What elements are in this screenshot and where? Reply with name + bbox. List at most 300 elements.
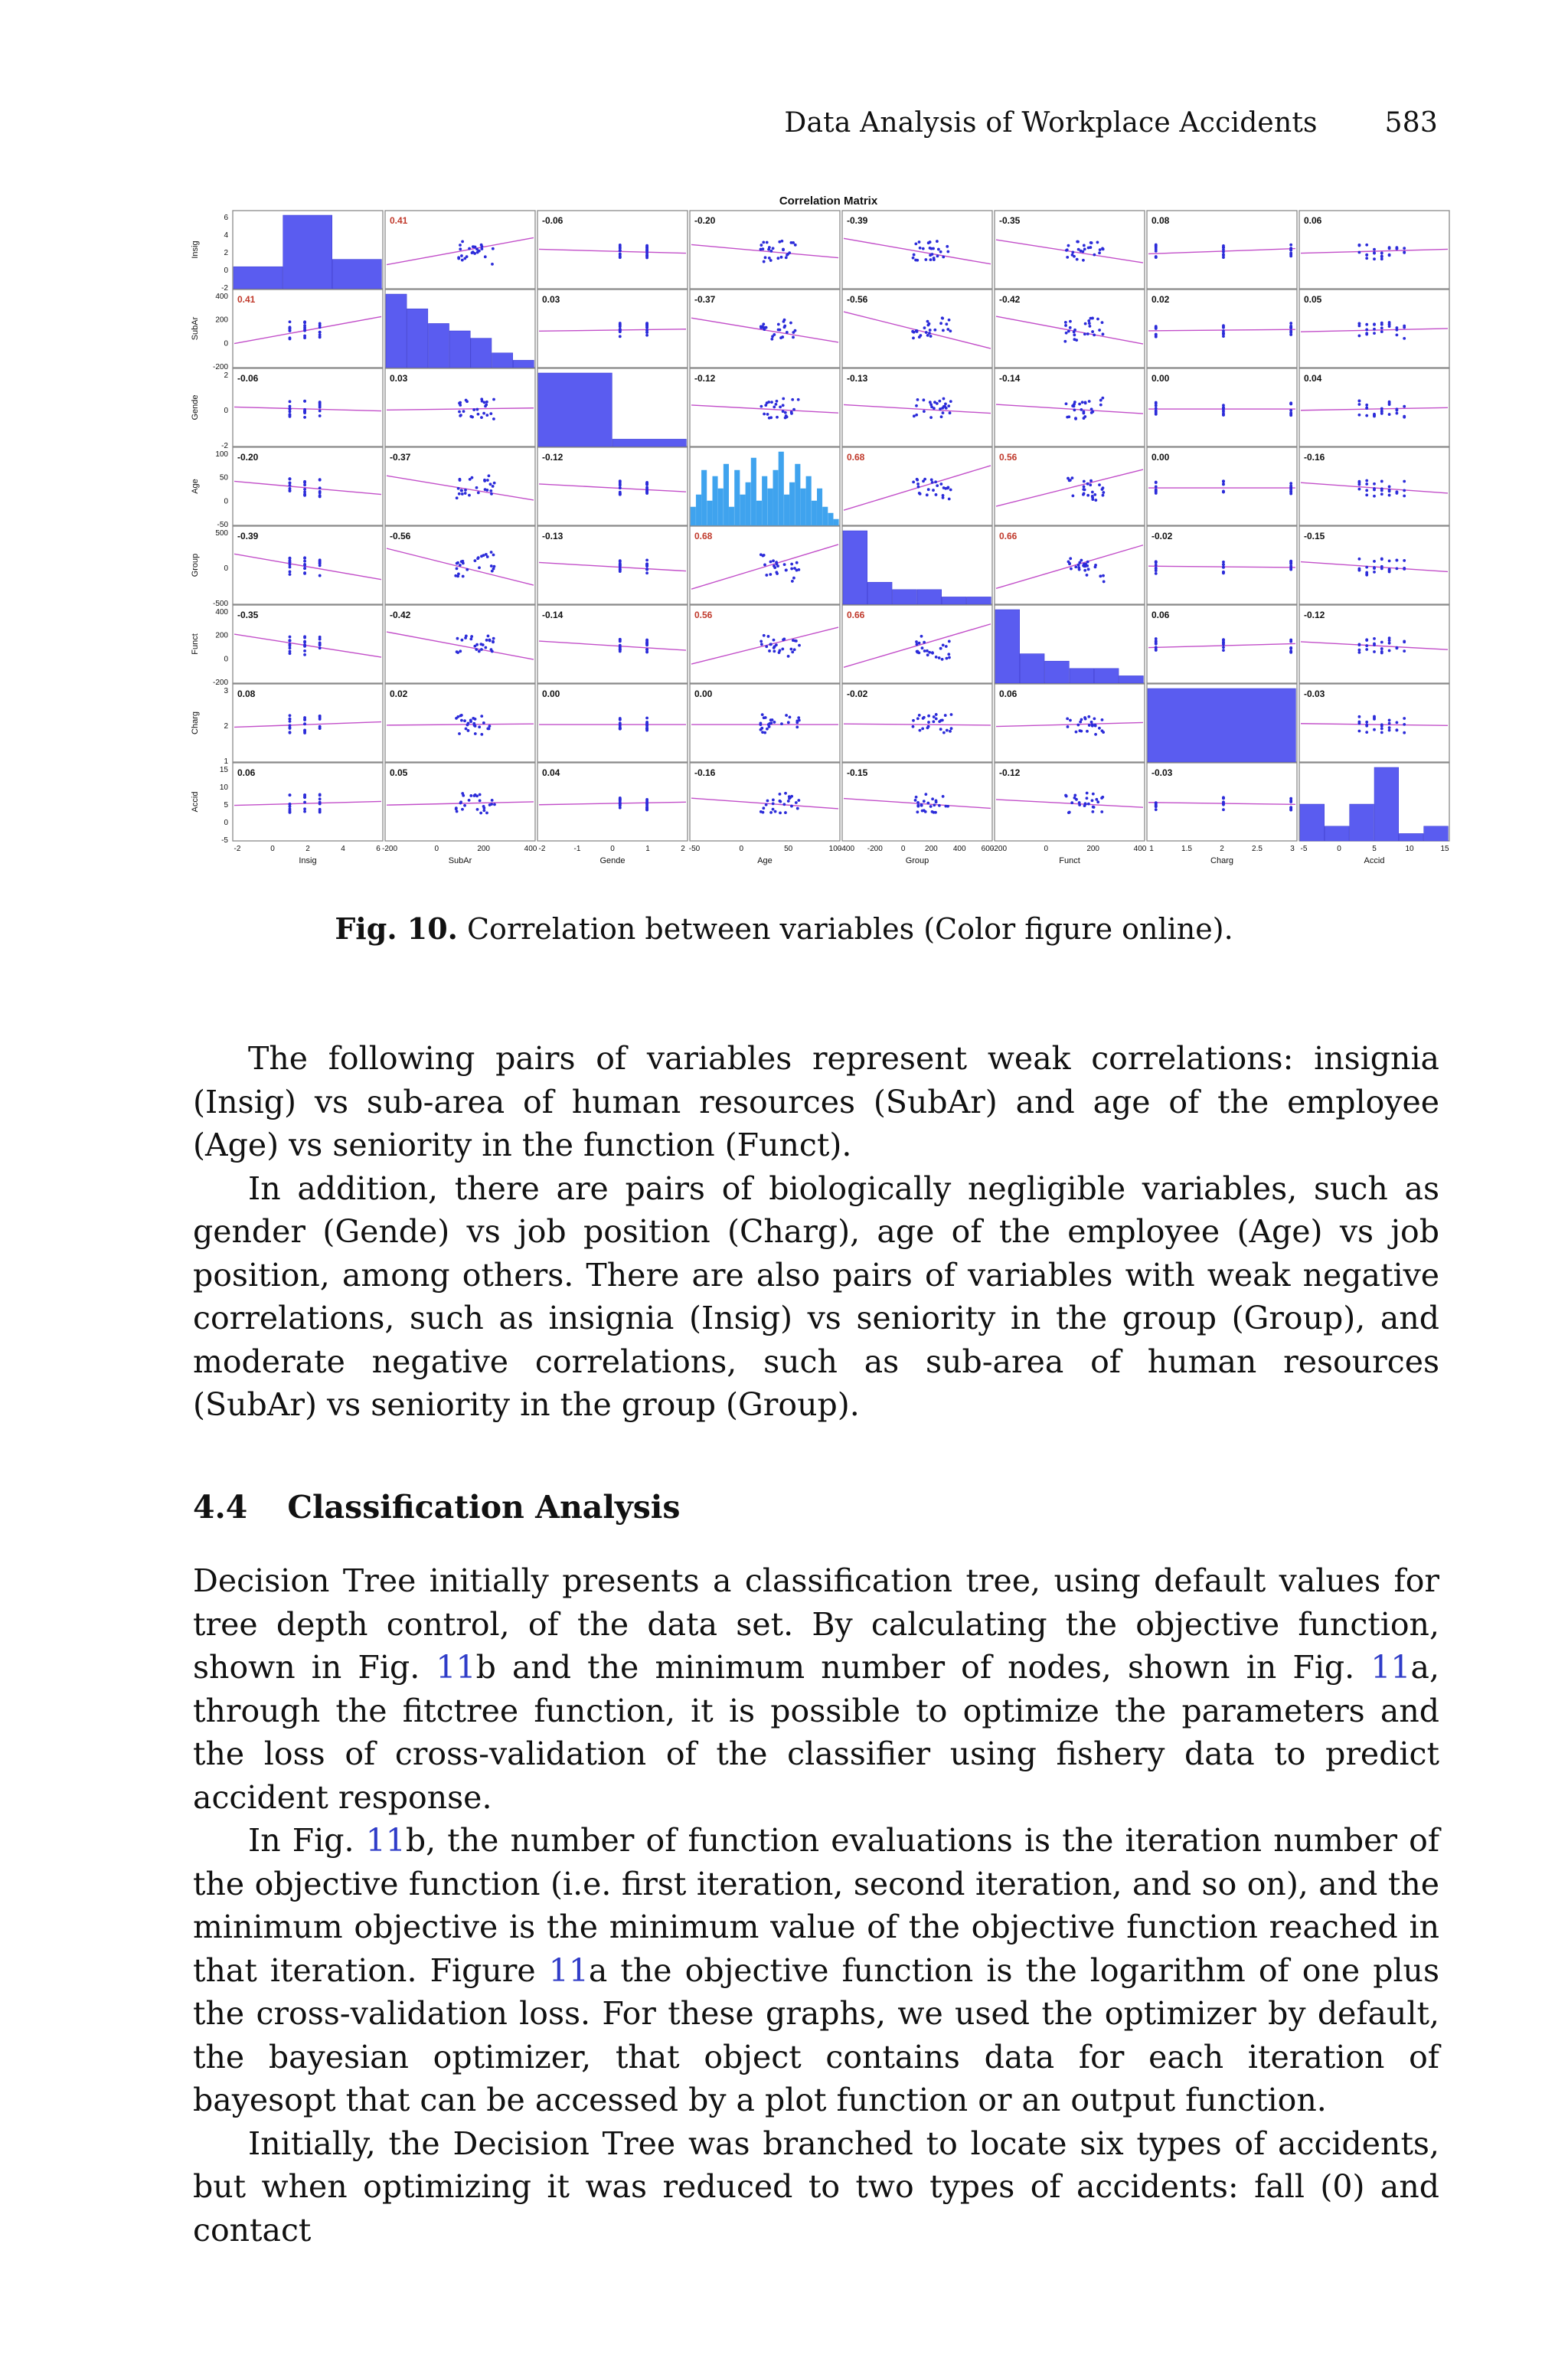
scatter-point (1358, 730, 1361, 733)
correlation-label: -0.14 (999, 373, 1021, 384)
histogram-bar (768, 489, 773, 525)
scatter-point (619, 335, 622, 338)
matrix-cell (995, 447, 1145, 525)
scatter-point (461, 240, 464, 243)
y-tick-label: -5 (221, 836, 228, 845)
scatter-point (1091, 330, 1094, 333)
scatter-point (468, 247, 471, 250)
scatter-point (473, 794, 476, 797)
scatter-point (778, 651, 781, 654)
scatter-point (1365, 566, 1368, 569)
scatter-point (1155, 572, 1158, 575)
scatter-point (1101, 397, 1104, 400)
x-tick-label: 0 (1337, 845, 1341, 853)
scatter-point (1380, 558, 1383, 561)
scatter-point (1155, 256, 1158, 259)
scatter-point (619, 486, 622, 489)
page-number: 583 (1384, 107, 1438, 139)
scatter-point (645, 331, 648, 334)
scatter-point (1388, 571, 1391, 574)
scatter-point (1063, 340, 1067, 343)
scatter-point (789, 796, 792, 799)
correlation-label: 0.04 (542, 767, 560, 778)
scatter-point (942, 411, 945, 414)
scatter-point (619, 796, 622, 800)
scatter-point (793, 567, 796, 570)
histogram-bar (612, 439, 686, 446)
scatter-point (303, 807, 306, 810)
scatter-point (785, 256, 788, 259)
scatter-point (776, 400, 779, 403)
y-axis-label: Gende (191, 394, 200, 420)
scatter-point (948, 498, 951, 501)
scatter-point (1083, 492, 1086, 496)
scatter-point (915, 796, 918, 799)
scatter-point (645, 564, 648, 568)
scatter-point (460, 254, 463, 257)
scatter-point (645, 804, 648, 807)
scatter-point (942, 643, 945, 646)
y-tick-label: 0 (224, 497, 228, 506)
histogram-bar (995, 610, 1020, 683)
scatter-point (1096, 318, 1099, 321)
correlation-label: 0.66 (999, 531, 1018, 541)
scatter-point (923, 649, 926, 653)
scatter-point (488, 725, 491, 728)
scatter-point (1073, 329, 1076, 332)
correlation-label: 0.03 (390, 373, 408, 384)
scatter-point (478, 725, 481, 728)
scatter-point (482, 412, 485, 415)
scatter-point (303, 564, 306, 567)
scatter-point (471, 476, 474, 479)
scatter-point (915, 404, 918, 407)
scatter-point (1289, 249, 1292, 252)
scatter-point (470, 635, 473, 638)
scatter-point (1155, 326, 1158, 329)
y-tick-label: 50 (219, 473, 228, 482)
scatter-point (1087, 803, 1090, 806)
scatter-point (1083, 244, 1086, 247)
scatter-point (1380, 731, 1383, 734)
scatter-point (761, 713, 764, 716)
scatter-point (782, 397, 785, 401)
scatter-point (795, 719, 799, 722)
scatter-point (1155, 568, 1158, 571)
histogram-bar (407, 309, 428, 368)
scatter-point (289, 652, 292, 655)
scatter-point (303, 728, 306, 731)
scatter-point (619, 244, 622, 247)
scatter-point (645, 568, 648, 571)
correlation-label: 0.00 (1152, 452, 1170, 463)
scatter-point (456, 651, 459, 654)
scatter-point (935, 656, 938, 659)
scatter-point (942, 496, 945, 499)
correlation-label: -0.12 (542, 452, 564, 463)
correlation-label: 0.66 (847, 610, 865, 620)
scatter-point (1358, 244, 1361, 247)
scatter-point (791, 398, 794, 401)
x-axis-label: Gende (599, 856, 626, 865)
scatter-point (1222, 639, 1225, 642)
histogram-bar (817, 489, 822, 525)
histogram-bar (795, 464, 801, 525)
scatter-point (926, 726, 929, 729)
scatter-point (459, 404, 462, 407)
figure-ref-link[interactable]: 11 (436, 1649, 476, 1686)
paragraph-negligible-variables: In addition, there are pairs of biologically negligible variables, such as gender (Gende) vs job position (Charg), age of the employee (Age) vs job position, among others. There are also pairs of variables with weak negative correlations, such as insignia (Insig) vs seniority in the group (Group), and moderate negative correlations, such as sub-area of human resources (SubAr) vs seniority in the group (Group). (193, 1169, 1439, 1423)
scatter-point (492, 247, 495, 250)
figure-ref-link[interactable]: 11 (1370, 1649, 1411, 1686)
scatter-point (775, 571, 778, 574)
scatter-point (1373, 650, 1376, 653)
scatter-point (473, 724, 476, 727)
scatter-point (289, 727, 292, 730)
scatter-point (480, 397, 483, 401)
scatter-point (289, 720, 292, 723)
figure-ref-link[interactable]: 11 (548, 1951, 589, 1989)
scatter-point (318, 331, 322, 334)
scatter-point (1094, 565, 1097, 568)
histogram-bar (1020, 654, 1044, 683)
scatter-point (289, 644, 292, 647)
correlation-label: -0.12 (999, 767, 1021, 778)
scatter-point (789, 322, 792, 325)
scatter-point (318, 325, 322, 329)
scatter-point (289, 731, 292, 734)
scatter-point (795, 561, 799, 564)
scatter-point (1380, 641, 1383, 644)
scatter-point (465, 634, 468, 637)
scatter-point (645, 729, 648, 732)
scatter-point (919, 247, 922, 250)
scatter-point (1403, 649, 1406, 653)
scatter-point (766, 800, 769, 803)
scatter-point (1086, 332, 1089, 335)
scatter-point (1380, 255, 1383, 258)
histogram-bar (1374, 767, 1399, 841)
histogram-bar (449, 331, 470, 368)
scatter-point (921, 810, 924, 813)
scatter-point (455, 806, 458, 810)
scatter-point (1155, 560, 1158, 563)
scatter-point (619, 564, 622, 568)
scatter-point (1100, 810, 1103, 813)
scatter-point (1102, 332, 1105, 335)
scatter-point (645, 726, 648, 729)
scatter-point (1365, 721, 1368, 724)
scatter-point (948, 640, 951, 643)
scatter-point (289, 325, 292, 329)
histogram-bar (740, 495, 746, 525)
scatter-point (1403, 480, 1406, 483)
x-tick-label: 3 (1290, 845, 1295, 853)
scatter-point (1365, 244, 1368, 247)
scatter-point (1403, 250, 1406, 254)
scatter-point (1222, 482, 1225, 486)
x-tick-label: 6 (376, 845, 381, 853)
scatter-point (922, 717, 925, 720)
scatter-point (926, 653, 929, 656)
correlation-label: -0.56 (390, 531, 411, 541)
scatter-point (459, 800, 462, 803)
scatter-point (939, 322, 942, 325)
scatter-point (949, 411, 952, 414)
scatter-point (1091, 317, 1094, 320)
y-tick-label: 100 (215, 450, 228, 459)
x-tick-label: 0 (900, 845, 906, 853)
scatter-point (918, 240, 921, 244)
scatter-point (480, 247, 483, 250)
scatter-point (619, 728, 622, 731)
histogram-bar (812, 501, 817, 525)
scatter-point (1396, 492, 1399, 495)
scatter-point (1087, 319, 1090, 322)
scatter-point (794, 639, 797, 643)
scatter-point (1067, 725, 1070, 728)
correlation-label: -0.03 (1152, 767, 1173, 778)
histogram-bar (1350, 804, 1374, 841)
scatter-point (1222, 332, 1225, 335)
scatter-point (930, 478, 933, 481)
scatter-point (1074, 417, 1077, 420)
scatter-point (1101, 321, 1104, 324)
scatter-point (1065, 249, 1068, 252)
scatter-point (912, 336, 915, 339)
scatter-point (1080, 408, 1083, 411)
scatter-point (469, 719, 472, 722)
scatter-point (1388, 413, 1391, 416)
histogram-bar (1424, 826, 1449, 841)
scatter-point (461, 792, 464, 795)
scatter-point (766, 413, 769, 416)
scatter-point (303, 653, 306, 656)
scatter-point (794, 244, 797, 247)
histogram-bar (806, 476, 812, 525)
scatter-point (1373, 257, 1376, 260)
y-tick-label: 0 (224, 267, 228, 275)
scatter-point (289, 484, 292, 487)
scatter-point (1075, 339, 1078, 342)
y-tick-label: 0 (224, 407, 228, 415)
scatter-point (645, 255, 648, 258)
scatter-point (1388, 722, 1391, 725)
x-tick-label: 1 (645, 845, 650, 853)
scatter-point (936, 240, 939, 243)
x-tick-label: -2 (234, 845, 241, 853)
y-tick-label: 5 (224, 801, 228, 810)
scatter-point (479, 799, 482, 802)
scatter-point (1289, 401, 1292, 404)
scatter-point (932, 720, 935, 723)
scatter-point (1091, 495, 1094, 498)
scatter-point (476, 808, 479, 811)
scatter-point (936, 402, 939, 405)
scatter-point (762, 811, 765, 814)
scatter-point (913, 414, 916, 417)
scatter-point (289, 803, 292, 806)
histogram-bar (1070, 669, 1094, 683)
scatter-point (318, 402, 322, 405)
scatter-point (488, 474, 491, 477)
scatter-point (1365, 493, 1368, 496)
scatter-point (1388, 559, 1391, 562)
scatter-point (1403, 640, 1406, 643)
scatter-point (289, 487, 292, 490)
scatter-point (303, 416, 306, 419)
scatter-point (927, 488, 930, 491)
scatter-point (462, 575, 465, 578)
scatter-point (1155, 808, 1158, 811)
scatter-point (460, 714, 463, 717)
scatter-point (1388, 649, 1391, 653)
correlation-label: -0.20 (237, 452, 259, 463)
scatter-point (775, 403, 778, 406)
scatter-point (916, 801, 920, 804)
scatter-point (762, 240, 765, 244)
scatter-point (763, 564, 766, 567)
scatter-point (918, 714, 921, 717)
scatter-point (1071, 494, 1074, 497)
x-tick-label: 2 (305, 845, 310, 853)
scatter-point (926, 649, 929, 653)
scatter-point (774, 810, 777, 813)
scatter-point (460, 719, 463, 722)
scatter-point (784, 411, 787, 414)
scatter-point (489, 482, 492, 486)
scatter-point (1065, 332, 1068, 335)
y-axis-label: SubAr (191, 316, 200, 341)
scatter-point (1155, 801, 1158, 804)
scatter-point (469, 794, 472, 797)
histogram-bar (718, 489, 724, 525)
scatter-point (931, 651, 934, 654)
y-tick-label: -200 (212, 679, 228, 687)
scatter-point (478, 250, 481, 253)
scatter-point (318, 811, 322, 814)
correlation-label: -0.15 (847, 767, 868, 778)
scatter-point (914, 799, 917, 802)
scatter-point (933, 329, 936, 332)
scatter-point (1091, 810, 1094, 813)
scatter-point (924, 793, 927, 796)
correlation-matrix-chart (184, 188, 1449, 877)
scatter-point (645, 717, 648, 720)
paragraph-weak-correlations: The following pairs of variables represent weak correlations: insignia (Insig) vs sub-area of human resources (SubAr) and age of the employee (Age) vs seniority in the function (Funct). (193, 1040, 1439, 1163)
scatter-point (921, 646, 924, 649)
scatter-point (1403, 337, 1406, 340)
scatter-point (767, 635, 770, 638)
correlation-label: -0.13 (847, 373, 868, 384)
scatter-point (1084, 718, 1087, 721)
correlation-label: -0.37 (694, 294, 716, 305)
scatter-point (1082, 259, 1085, 262)
scatter-point (1092, 793, 1095, 796)
histogram-bar (1325, 826, 1349, 841)
scatter-point (1086, 561, 1089, 564)
scatter-point (1100, 796, 1103, 800)
matrix-cell (233, 289, 383, 368)
scatter-point (782, 803, 786, 806)
scatter-point (1373, 482, 1376, 486)
scatter-point (645, 642, 648, 645)
scatter-point (459, 401, 462, 404)
scatter-point (939, 482, 942, 486)
x-tick-label: 50 (784, 845, 793, 853)
scatter-point (798, 644, 801, 647)
y-tick-label: 2 (224, 249, 228, 257)
scatter-point (1222, 571, 1225, 574)
scatter-point (785, 569, 788, 572)
scatter-point (1086, 796, 1089, 800)
scatter-point (645, 571, 648, 574)
scatter-point (923, 410, 926, 413)
scatter-point (762, 554, 765, 558)
histogram-bar (1119, 675, 1144, 683)
scatter-point (916, 482, 920, 486)
y-tick-label: 500 (215, 529, 228, 538)
scatter-point (942, 329, 945, 332)
scatter-point (791, 650, 794, 653)
scatter-point (1358, 483, 1361, 486)
figure-caption (0, 911, 1568, 946)
x-tick-label: 0 (1044, 845, 1049, 853)
correlation-label: -0.14 (542, 610, 564, 620)
y-tick-label: 4 (224, 231, 228, 240)
scatter-point (1396, 647, 1399, 650)
histogram-bar (234, 267, 283, 289)
x-tick-label: 0 (610, 845, 615, 853)
scatter-point (456, 637, 459, 640)
correlation-label: 0.68 (847, 452, 865, 463)
body-paragraphs (193, 1037, 1439, 1427)
scatter-point (1289, 329, 1292, 332)
scatter-point (289, 571, 292, 574)
scatter-point (456, 810, 459, 813)
scatter-point (1358, 649, 1361, 652)
scatter-point (492, 485, 495, 488)
scatter-point (1403, 489, 1406, 492)
scatter-point (303, 572, 306, 575)
scatter-point (1380, 487, 1383, 490)
x-tick-label: -2 (538, 845, 546, 853)
scatter-point (776, 257, 779, 260)
scatter-point (461, 492, 464, 496)
scatter-point (1099, 574, 1102, 577)
scatter-point (1358, 335, 1361, 338)
scatter-point (922, 398, 925, 401)
scatter-point (1388, 729, 1391, 732)
scatter-point (1090, 241, 1093, 244)
figure-ref-link[interactable]: 11 (365, 1822, 406, 1859)
scatter-point (769, 416, 773, 419)
scatter-point (303, 488, 306, 491)
x-tick-label: 600 (981, 845, 995, 853)
correlation-label: -0.06 (237, 373, 259, 384)
x-tick-label: -1 (573, 845, 581, 853)
scatter-point (619, 249, 622, 252)
scatter-point (1079, 721, 1082, 724)
scatter-point (485, 401, 488, 404)
scatter-point (480, 733, 483, 736)
scatter-point (1095, 798, 1098, 801)
scatter-point (769, 250, 773, 253)
scatter-point (1155, 244, 1158, 247)
histogram-bar (756, 501, 762, 525)
scatter-point (1083, 485, 1086, 488)
scatter-point (773, 721, 776, 724)
